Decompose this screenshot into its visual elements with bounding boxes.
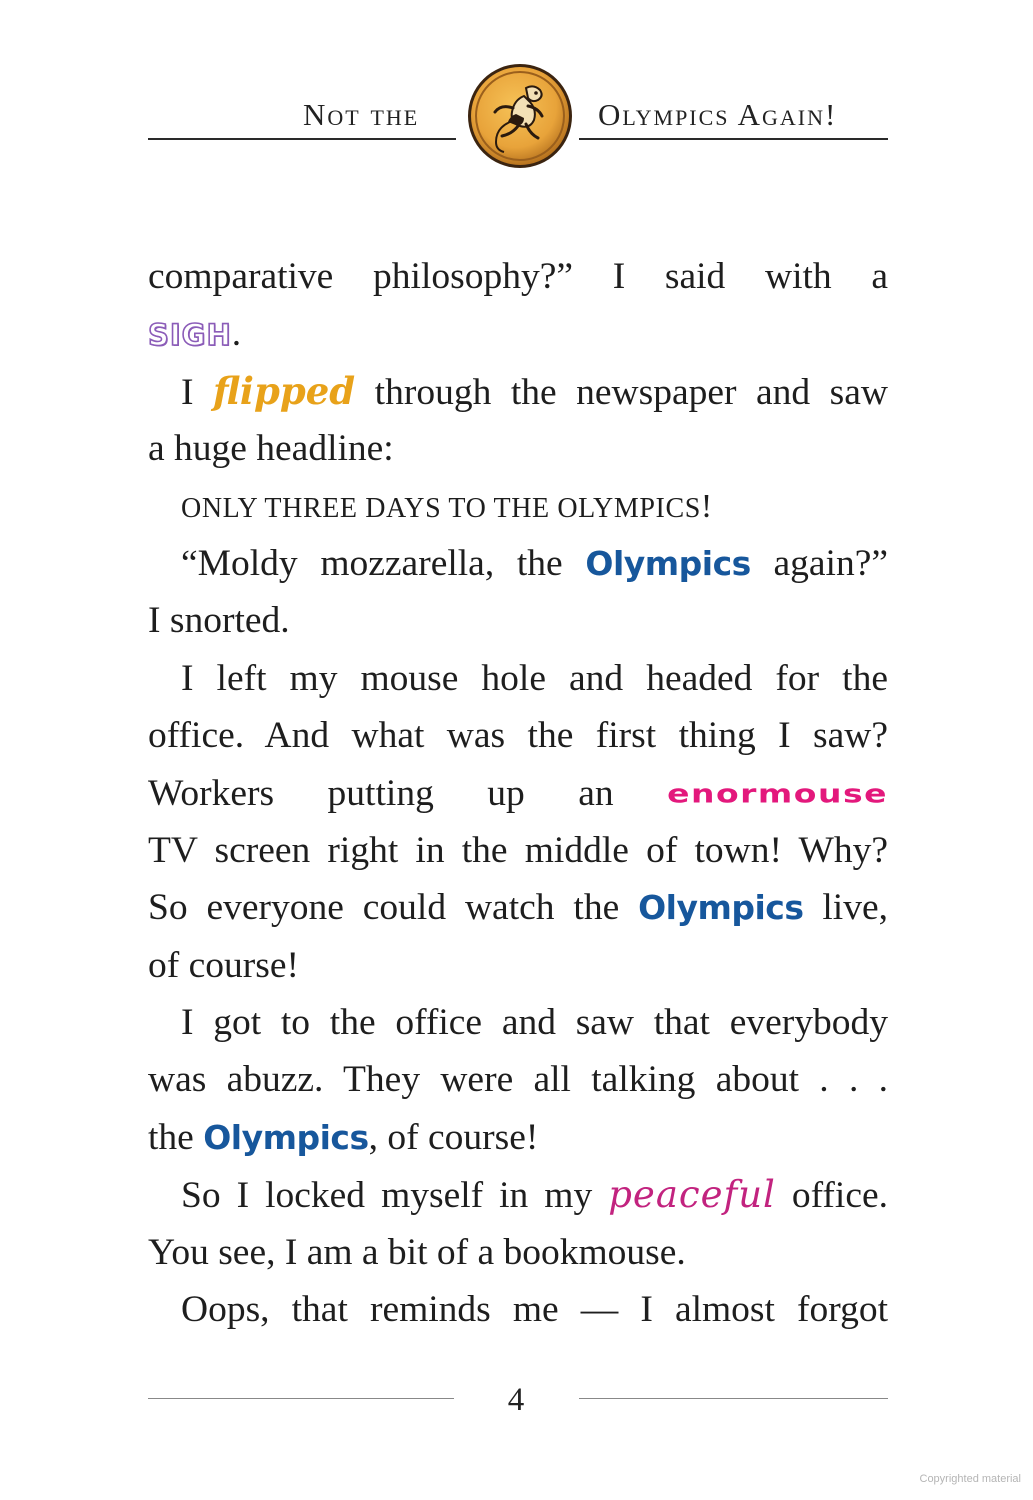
olympics-word-art: Olympics [203,1117,369,1157]
running-mouse-medallion-icon [466,62,574,170]
text-line: office. And what was the first thing I saw? [148,715,888,757]
text-line: So everyone could watch the Olympics live, [148,887,888,929]
text-line: I flipped through the newspaper and saw [181,368,888,413]
header-rule-left [148,138,456,140]
running-header-right: Olympics Again! [598,97,838,132]
text-line: You see, I am a bit of a bookmouse. [148,1231,686,1273]
text-line: of course! [148,944,299,986]
peaceful-word-art: peaceful [608,1173,776,1217]
olympics-word-art: Olympics [585,543,751,583]
text-line: I got to the office and saw that everybody [181,1002,888,1044]
text-line: I snorted. [148,600,290,642]
text-line: comparative philosophy?” I said with a [148,256,888,297]
page-body-text [148,248,888,1338]
text-line: Oops, that reminds me — I almost forgot [181,1289,888,1331]
page-number: 4 [507,1382,525,1418]
text-line: the Olympics, of course! [148,1116,539,1158]
newspaper-headline: ONLY THREE DAYS TO THE OLYMPICS! [181,487,713,525]
copyright-notice: Copyrighted material [919,1473,1021,1485]
text-line: TV screen right in the middle of town! Why? [148,829,888,871]
running-header-left: Not the [303,97,420,132]
text-line: So I locked myself in my peaceful office. [181,1173,888,1217]
header-rule-right [579,138,888,140]
text-line: was abuzz. They were all talking about . . . [148,1059,888,1101]
sigh-word-art: SIGH [148,318,232,353]
flipped-word-art: flipped [213,368,356,413]
footer-rule-left [148,1398,454,1399]
text-line: Workers putting up an enormouse [148,765,888,822]
footer-rule-right [579,1398,888,1399]
text-line: SIGH. [148,313,242,355]
text-line: a huge headline: [148,428,394,470]
olympics-word-art: Olympics [638,888,804,928]
enormouse-word-art: enormouse [667,777,888,809]
text-line: “Moldy mozzarella, the Olympics again?” [181,542,888,584]
text-line: I left my mouse hole and headed for the [181,657,888,699]
